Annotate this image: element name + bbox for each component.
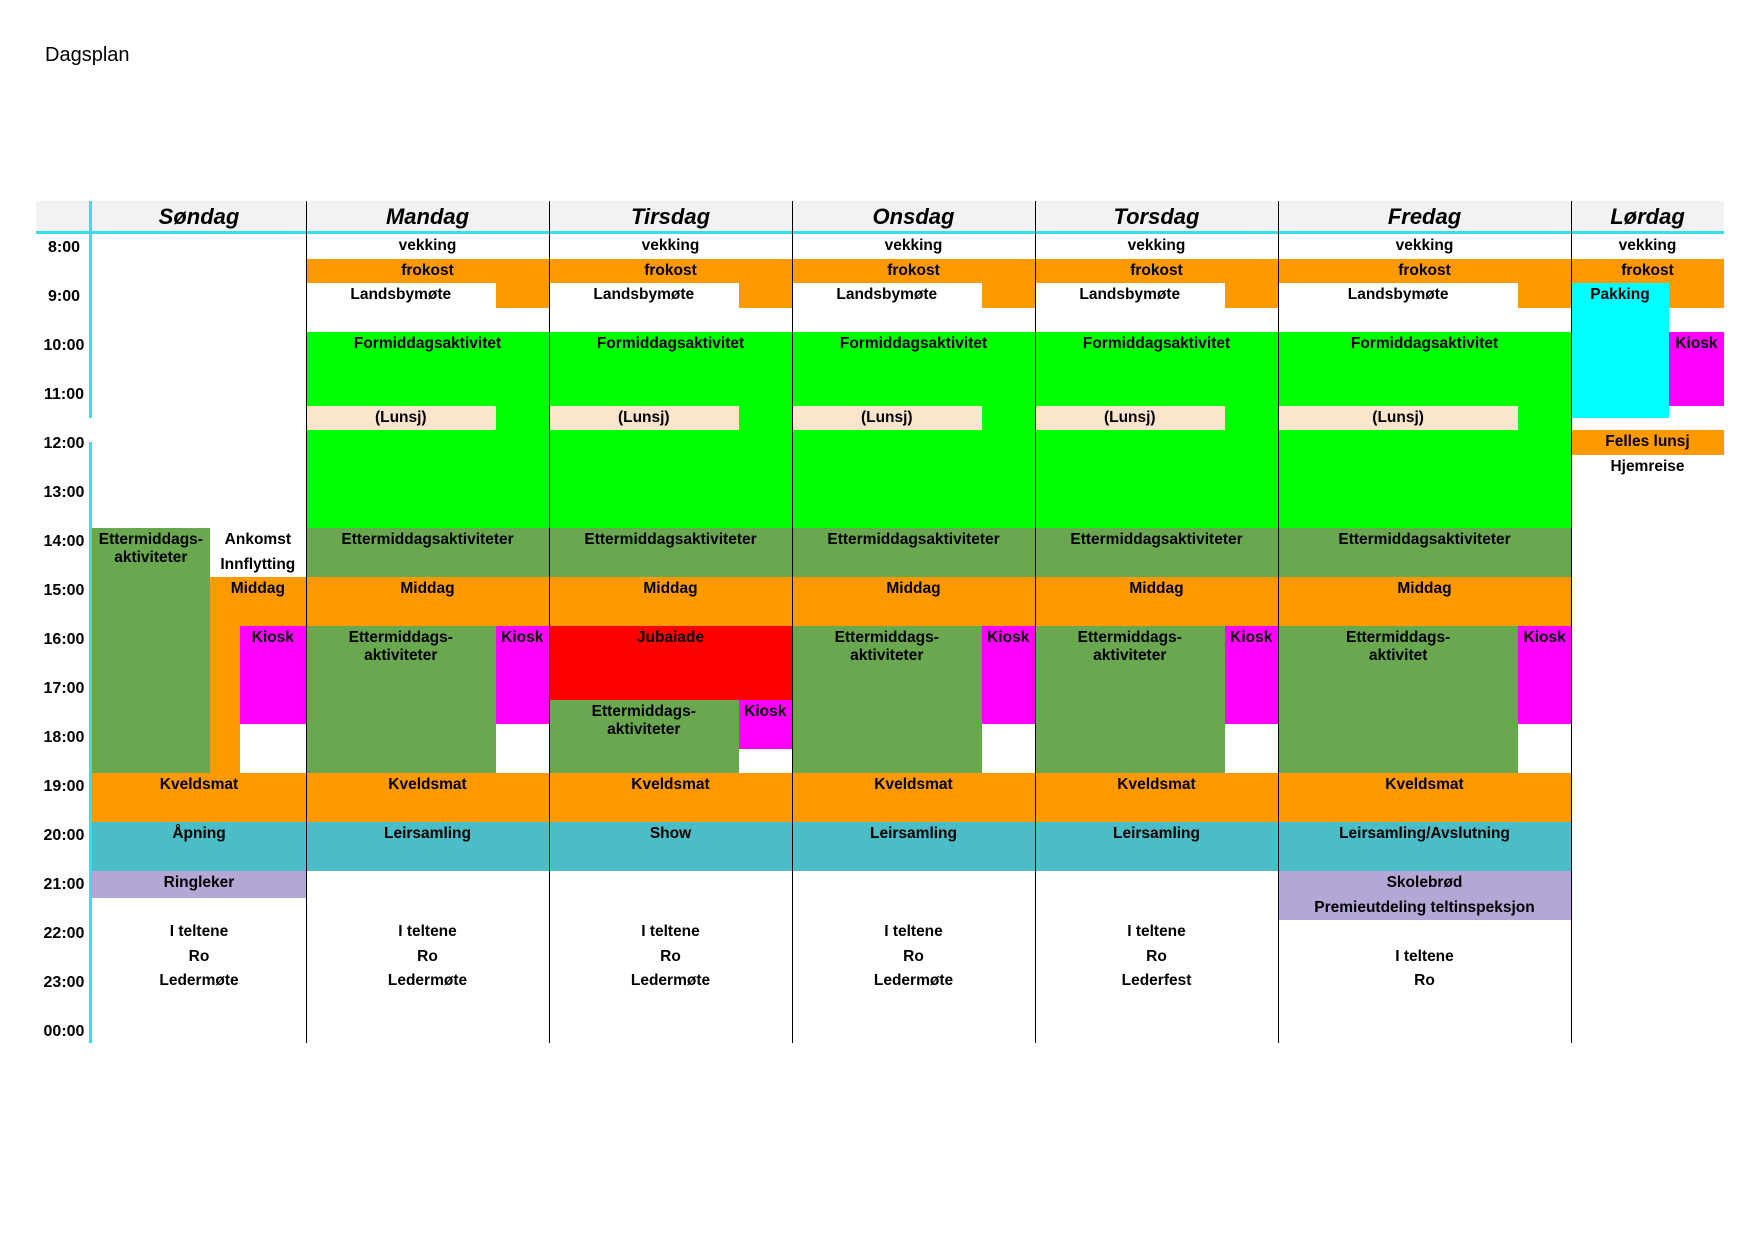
event-ro: Ro: [417, 947, 438, 965]
event-kiosk: Kiosk: [240, 626, 306, 724]
event-ettermiddags-aktiviteter: Ettermiddags- aktiviteter: [92, 528, 210, 773]
event-ro: Ro: [1146, 947, 1167, 965]
time-label: 18:00: [43, 729, 85, 746]
event-ledermøte: Ledermøte: [159, 972, 239, 989]
event-landsbymøte: Landsbymøte: [350, 286, 452, 303]
day-separator: [1035, 201, 1036, 1043]
event-vekking: vekking: [641, 237, 700, 254]
event-i-teltene: I teltene: [884, 923, 943, 940]
event-vekking: vekking: [884, 237, 943, 254]
day-separator: [1278, 201, 1279, 1043]
event-kiosk: Kiosk: [496, 626, 549, 724]
time-label: 17:00: [43, 680, 85, 697]
day-header-onsdag: Onsdag: [872, 204, 955, 229]
event-lunsj: (Lunsj): [1035, 406, 1225, 431]
time-label: 22:00: [43, 925, 85, 942]
event-vekking: vekking: [1395, 237, 1454, 254]
event-formiddagsaktivitet: Formiddagsaktivitet: [1278, 332, 1571, 528]
time-axis-line: [89, 201, 92, 418]
event-ro: Ro: [188, 947, 210, 965]
day-header-lordag: Lørdag: [1610, 204, 1685, 229]
event-ettermiddags-aktiviteter: Ettermiddags- aktiviteter: [1035, 626, 1225, 773]
event-kiosk: Kiosk: [1225, 626, 1278, 724]
time-label: 11:00: [43, 386, 85, 403]
event-vekking: vekking: [1618, 237, 1677, 254]
event-lunsj: (Lunsj): [549, 406, 739, 431]
event-ledermøte: Ledermøte: [630, 972, 711, 989]
time-label: 23:00: [43, 974, 85, 991]
event-middag: Middag: [549, 577, 792, 626]
event-ro: Ro: [660, 947, 681, 965]
event-frokost: frokost: [792, 259, 1035, 284]
event-formiddagsaktivitet: Formiddagsaktivitet: [1035, 332, 1278, 528]
time-label: 12:00: [43, 435, 85, 452]
event-frokost: frokost: [1571, 259, 1724, 284]
event-kveldsmat: Kveldsmat: [92, 773, 306, 822]
day-separator: [792, 201, 793, 1043]
event-filler: [982, 283, 1035, 308]
event-kveldsmat: Kveldsmat: [792, 773, 1035, 822]
event-ettermiddags-aktivitet: Ettermiddags- aktivitet: [1278, 626, 1518, 773]
event-i-teltene: I teltene: [169, 923, 229, 940]
event-filler: [1518, 283, 1571, 308]
event-middag: Middag: [1278, 577, 1571, 626]
event-middag: Middag: [792, 577, 1035, 626]
event-landsbymøte: Landsbymøte: [836, 286, 938, 303]
event-i-teltene: I teltene: [398, 923, 457, 940]
event-filler: [739, 283, 792, 308]
event-ankomst: Ankomst: [224, 531, 291, 548]
day-separator: [306, 201, 307, 1043]
event-formiddagsaktivitet: Formiddagsaktivitet: [792, 332, 1035, 528]
event-ledermøte: Ledermøte: [873, 972, 954, 989]
time-label: 10:00: [43, 337, 85, 354]
event-ettermiddagsaktiviteter: Ettermiddagsaktiviteter: [306, 528, 549, 577]
event-kiosk: Kiosk: [1518, 626, 1571, 724]
event-i-teltene: I teltene: [1395, 947, 1454, 965]
event-pakking: Pakking: [1571, 283, 1669, 418]
day-separator: [1571, 201, 1572, 1043]
event-kveldsmat: Kveldsmat: [1278, 773, 1571, 822]
time-axis-line-lower: [89, 442, 92, 1043]
time-label: 15:00: [43, 582, 85, 599]
event-ettermiddags-aktiviteter: Ettermiddags- aktiviteter: [306, 626, 496, 773]
event-landsbymøte: Landsbymøte: [1347, 286, 1449, 303]
event-vekking: vekking: [1127, 237, 1186, 254]
day-header-tirsdag: Tirsdag: [630, 204, 711, 229]
event-lunsj: (Lunsj): [1278, 406, 1518, 431]
event-vekking: vekking: [398, 237, 457, 254]
event-ettermiddagsaktiviteter: Ettermiddagsaktiviteter: [1278, 528, 1571, 577]
event-ettermiddags-aktiviteter: Ettermiddags- aktiviteter: [792, 626, 982, 773]
time-label: 21:00: [43, 876, 85, 893]
event-kiosk: Kiosk: [1669, 332, 1724, 406]
event-ledermøte: Ledermøte: [387, 972, 468, 989]
event-åpning: Åpning: [92, 822, 306, 871]
event-premieutdeling-teltinspeksjon: Premieutdeling teltinspeksjon: [1278, 896, 1571, 921]
time-label: 14:00: [43, 533, 85, 550]
event-skolebrød: Skolebrød: [1278, 871, 1571, 896]
event-filler: [1225, 283, 1278, 308]
event-ettermiddagsaktiviteter: Ettermiddagsaktiviteter: [549, 528, 792, 577]
day-separator: [549, 201, 550, 1043]
time-label: 8:00: [47, 239, 81, 256]
event-ettermiddagsaktiviteter: Ettermiddagsaktiviteter: [792, 528, 1035, 577]
event-ettermiddags-aktiviteter: Ettermiddags- aktiviteter: [549, 700, 739, 774]
time-label: 19:00: [43, 778, 85, 795]
event-leirsamling-avslutning: Leirsamling/Avslutning: [1278, 822, 1571, 871]
event-jubaiade: Jubaiade: [549, 626, 792, 700]
event-middag: Middag: [306, 577, 549, 626]
event-leirsamling: Leirsamling: [1035, 822, 1278, 871]
event-felles-lunsj: Felles lunsj: [1571, 430, 1724, 455]
day-header-torsdag: Torsdag: [1113, 204, 1200, 229]
event-landsbymøte: Landsbymøte: [593, 286, 695, 303]
event-middag: Middag: [1035, 577, 1278, 626]
day-header-sondag: Søndag: [158, 204, 240, 229]
event-kveldsmat: Kveldsmat: [1035, 773, 1278, 822]
event-kiosk: Kiosk: [982, 626, 1035, 724]
event-leirsamling: Leirsamling: [792, 822, 1035, 871]
event-filler: [1669, 283, 1724, 308]
event-lederfest: Lederfest: [1121, 972, 1192, 989]
event-i-teltene: I teltene: [1127, 923, 1186, 940]
event-i-teltene: I teltene: [641, 923, 700, 940]
event-frokost: frokost: [1035, 259, 1278, 284]
event-lunsj: (Lunsj): [306, 406, 496, 431]
event-leirsamling: Leirsamling: [306, 822, 549, 871]
event-ro: Ro: [903, 947, 924, 965]
event-kiosk: Kiosk: [739, 700, 792, 749]
event-filler: [496, 283, 549, 308]
event-formiddagsaktivitet: Formiddagsaktivitet: [306, 332, 549, 528]
event-hjemreise: Hjemreise: [1610, 457, 1685, 475]
event-landsbymøte: Landsbymøte: [1079, 286, 1181, 303]
time-label: 16:00: [43, 631, 85, 648]
event-ringleker: Ringleker: [92, 871, 306, 898]
header-bottom-line: [36, 231, 1724, 234]
event-ettermiddagsaktiviteter: Ettermiddagsaktiviteter: [1035, 528, 1278, 577]
event-formiddagsaktivitet: Formiddagsaktivitet: [549, 332, 792, 528]
day-header-mandag: Mandag: [385, 204, 470, 229]
event-show: Show: [549, 822, 792, 871]
day-header-fredag: Fredag: [1387, 204, 1462, 229]
page-title: Dagsplan: [45, 44, 130, 66]
event-frokost: frokost: [549, 259, 792, 284]
event-kveldsmat: Kveldsmat: [549, 773, 792, 822]
time-label: 13:00: [43, 484, 85, 501]
event-ro: Ro: [1414, 972, 1435, 989]
event-frokost: frokost: [1278, 259, 1571, 284]
event-frokost: frokost: [306, 259, 549, 284]
time-label: 9:00: [47, 288, 81, 305]
time-label: 20:00: [43, 827, 85, 844]
event-middag: Middag: [210, 577, 306, 626]
event-innflytting: Innflytting: [220, 555, 296, 573]
event-kveldsmat: Kveldsmat: [306, 773, 549, 822]
time-label: 00:00: [43, 1023, 85, 1040]
event-lunsj: (Lunsj): [792, 406, 982, 431]
